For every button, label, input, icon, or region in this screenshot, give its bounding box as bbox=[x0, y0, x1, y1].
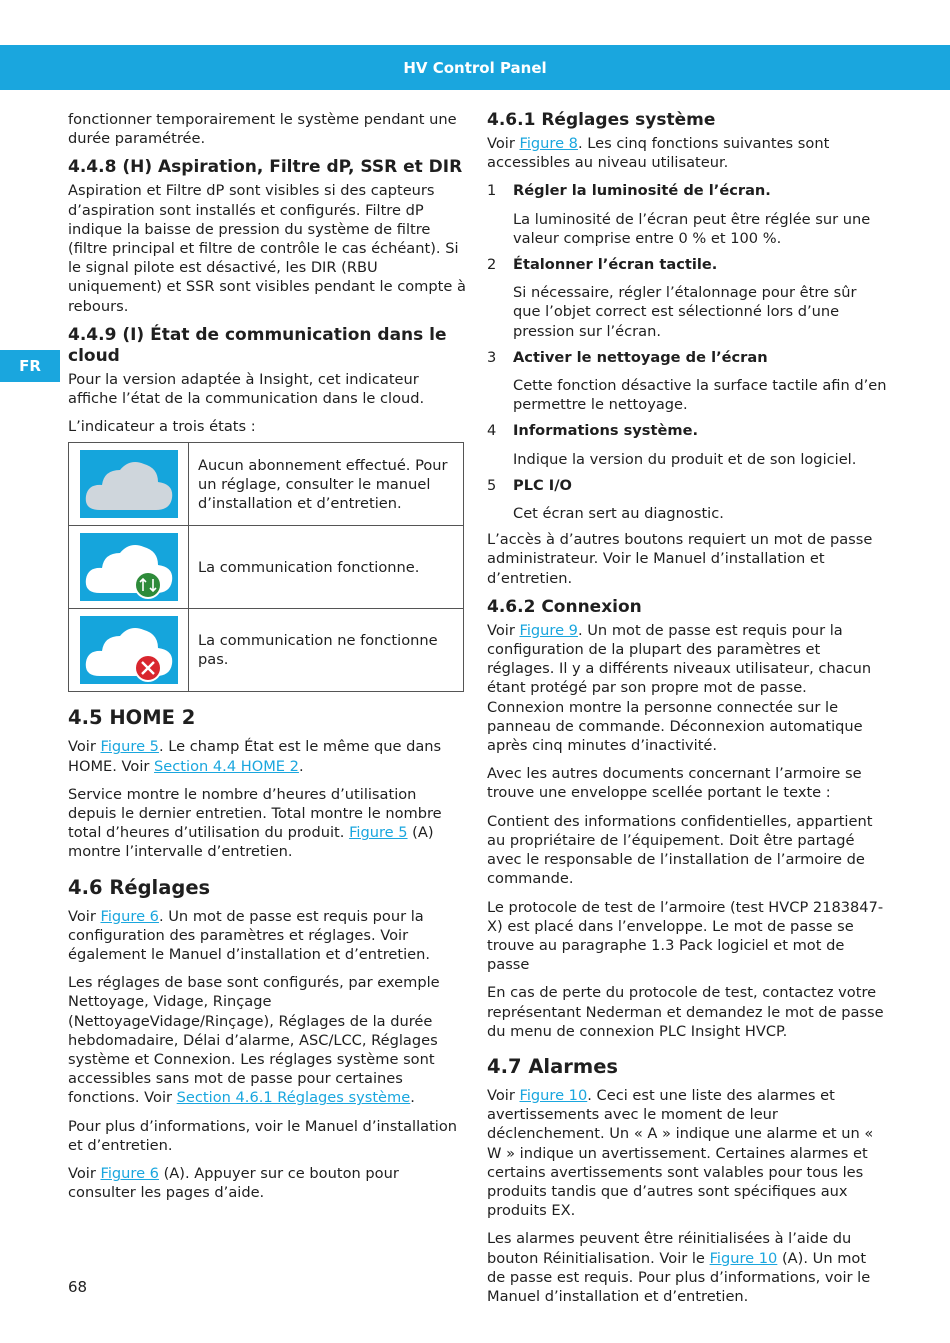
paragraph-4-6-2-2: Avec les autres documents concernant l’armoire se trouve une enveloppe scellée portant le texte : bbox=[487, 765, 862, 802]
left-column bbox=[68, 110, 466, 1212]
icon-cell bbox=[69, 443, 189, 526]
text: . Les cinq fonctions suivantes sont accessibles au niveau utilisateur. bbox=[487, 135, 830, 172]
paragraph-4-6-2-3: Contient des informations confidentielles, appartient au propriétaire de l’équipement. Doit être partagé avec le responsable de l’installation de l’armoire de commande. bbox=[487, 812, 873, 888]
list-item bbox=[487, 181, 887, 248]
paragraph-4-7-2 bbox=[487, 1229, 887, 1306]
paragraph-4-6-4 bbox=[68, 1164, 466, 1202]
paragraph-4-6-2-4: Le protocole de test de l’armoire (test HVCP 2183847-X) est placé dans l’enveloppe. Le mot de passe se trouve au paragraphe 1.3 Pack logiciel et mot de passe bbox=[487, 898, 884, 974]
link-figure-6[interactable]: Figure 6 bbox=[100, 907, 159, 925]
paragraph-4-6-2-1 bbox=[487, 621, 887, 755]
link-section-4-6-1[interactable]: Section 4.6.1 Réglages système bbox=[176, 1089, 411, 1107]
cloud-states-table bbox=[68, 442, 464, 692]
text: Les alarmes peuvent être réinitialisées à l’aide du bouton Réinitialisation. Voir le bbox=[487, 1230, 852, 1267]
icon-cell bbox=[69, 609, 189, 692]
text: (A) montre l’intervalle d’entretien. bbox=[68, 824, 434, 861]
item-description: Cette fonction désactive la surface tactile afin d’en permettre le nettoyage. bbox=[513, 377, 887, 414]
link-figure-6[interactable]: Figure 6 bbox=[100, 1165, 159, 1183]
cloud-icon bbox=[80, 450, 178, 518]
item-title: Informations système. bbox=[513, 422, 699, 440]
heading-4-5: 4.5 HOME 2 bbox=[68, 706, 196, 730]
text: (A). Un mot de passe est requis. Pour plus d’informations, voir le Manuel d’installation et d’entretien. bbox=[487, 1249, 871, 1305]
intro-paragraph: fonctionner temporairement le système pendant une durée paramétrée. bbox=[68, 111, 457, 148]
text: Voir bbox=[487, 621, 520, 639]
text: (A). Appuyer sur ce bouton pour consulter les pages d’aide. bbox=[68, 1165, 399, 1202]
list-item bbox=[487, 255, 887, 341]
link-figure-5[interactable]: Figure 5 bbox=[349, 824, 408, 842]
text: Voir bbox=[68, 907, 101, 925]
paragraph-4-6-1-intro bbox=[487, 134, 887, 172]
link-figure-9[interactable]: Figure 9 bbox=[519, 621, 578, 639]
paragraph-4-6-2 bbox=[68, 973, 466, 1107]
heading-4-6: 4.6 Réglages bbox=[68, 875, 211, 899]
item-number: 1 bbox=[487, 182, 497, 200]
text: Les réglages de base sont configurés, par exemple Nettoyage, Vidage, Rinçage (NettoyageVidage/Rinçage), Réglages de la durée hebdomadaire, Délai d’alarme, ASC/LCC, Réglages système et Connexion. Les réglages système sont accessibles sans mot de passe pour certaines fonctions. Voir bbox=[68, 974, 440, 1107]
states-intro: L’indicateur a trois états : bbox=[68, 418, 256, 436]
item-title: Régler la luminosité de l’écran. bbox=[513, 182, 771, 200]
language-tab: FR bbox=[0, 350, 60, 382]
item-title: PLC I/O bbox=[513, 476, 572, 494]
paragraph-4-5-1 bbox=[68, 737, 466, 775]
text: Voir bbox=[487, 1086, 520, 1104]
link-figure-5[interactable]: Figure 5 bbox=[100, 738, 159, 756]
item-number: 5 bbox=[487, 476, 497, 494]
cloud-error-icon bbox=[80, 616, 178, 684]
document-title: HV Control Panel bbox=[403, 58, 547, 77]
paragraph-4-6-3: Pour plus d’informations, voir le Manuel d’installation et d’entretien. bbox=[68, 1117, 458, 1154]
paragraph-4-4-9: Pour la version adaptée à Insight, cet indicateur affiche l’état de la communication dans le cloud. bbox=[68, 370, 425, 408]
state-text: Aucun abonnement effectué. Pour un réglage, consulter le manuel d’installation et d’entretien. bbox=[189, 443, 464, 526]
paragraph-4-6-1-outro: L’accès à d’autres boutons requiert un mot de passe administrateur. Voir le Manuel d’installation et d’entretien. bbox=[487, 531, 873, 587]
state-text: La communication fonctionne. bbox=[189, 526, 464, 609]
item-number: 2 bbox=[487, 256, 497, 274]
text: . bbox=[298, 757, 304, 775]
item-title: Étalonner l’écran tactile. bbox=[513, 256, 718, 274]
item-title: Activer le nettoyage de l’écran bbox=[513, 348, 768, 366]
paragraph-4-6-1 bbox=[68, 907, 466, 965]
list-item bbox=[487, 476, 887, 523]
list-item bbox=[487, 348, 887, 415]
item-description: Cet écran sert au diagnostic. bbox=[513, 505, 724, 523]
heading-4-6-2: 4.6.2 Connexion bbox=[487, 596, 642, 617]
text: Voir bbox=[68, 1165, 101, 1183]
paragraph-4-6-2-5: En cas de perte du protocole de test, contactez votre représentant Nederman et demandez le mot de passe du menu de connexion PLC Insight HVCP. bbox=[487, 984, 884, 1040]
right-column bbox=[487, 110, 887, 1315]
item-number: 3 bbox=[487, 348, 497, 366]
paragraph-4-5-2 bbox=[68, 785, 466, 862]
heading-4-7: 4.7 Alarmes bbox=[487, 1054, 619, 1078]
paragraph-4-4-8: Aspiration et Filtre dP sont visibles si des capteurs d’aspiration sont installés et configurés. Filtre dP indique la baisse de pression du système de filtre (filtre principal et filtre de contrôle le cas échéant). Si le signal pilote est désactivé, les DIR (RBU uniquement) et SSR sont visibles pendant le compte à rebours. bbox=[68, 182, 466, 315]
text: Voir bbox=[487, 135, 520, 152]
heading-4-6-1: 4.6.1 Réglages système bbox=[487, 110, 716, 130]
link-figure-10[interactable]: Figure 10 bbox=[709, 1249, 778, 1267]
link-figure-10[interactable]: Figure 10 bbox=[519, 1086, 588, 1104]
text: Voir bbox=[68, 738, 101, 756]
icon-cell bbox=[69, 526, 189, 609]
heading-4-4-8: 4.4.8 (H) Aspiration, Filtre dP, SSR et DIR bbox=[68, 157, 463, 178]
text: Service montre le nombre d’heures d’utilisation depuis le dernier entretien. Total montre le nombre total d’heures d’utilisation du produit. bbox=[68, 785, 442, 842]
paragraph-4-7-1 bbox=[487, 1086, 887, 1220]
table-row bbox=[69, 443, 464, 526]
header-bar bbox=[0, 45, 950, 90]
text: . bbox=[410, 1089, 415, 1107]
text: . Ceci est une liste des alarmes et avertissements avec le moment de leur déclenchement. Un « A » indique une alarme et un « W » indique un avertissement. Certaines alarmes et certains avertissements sont valables pour tous les produits tandis que d’autres sont spécifiques aux produits EX. bbox=[487, 1086, 874, 1220]
link-section-4-4[interactable]: Section 4.4 HOME 2 bbox=[154, 757, 299, 775]
text: . Un mot de passe est requis pour la configuration des paramètres et réglages. Voir également le Manuel d’installation et d’entretien. bbox=[68, 907, 431, 964]
text: . Le champ État est le même que dans HOME. Voir bbox=[68, 738, 442, 775]
table-row bbox=[69, 609, 464, 692]
list-item bbox=[487, 421, 887, 468]
cloud-connected-icon bbox=[80, 533, 178, 601]
text: . Un mot de passe est requis pour la configuration de la plupart des paramètres et réglages. Il y a différents niveaux utilisateur, chacun étant protégé par son propre mot de passe. Connexion montre la personne connectée sur le panneau de commande. Déconnexion automatique après cinq minutes d’inactivité. bbox=[487, 621, 872, 755]
link-figure-8[interactable]: Figure 8 bbox=[519, 135, 578, 152]
item-description: Indique la version du produit et de son logiciel. bbox=[513, 450, 857, 468]
item-number: 4 bbox=[487, 422, 497, 440]
item-description: La luminosité de l’écran peut être réglée sur une valeur comprise entre 0 % et 100 %. bbox=[513, 210, 871, 247]
page-number: 68 bbox=[68, 1278, 88, 1296]
table-row bbox=[69, 526, 464, 609]
function-list bbox=[487, 181, 887, 523]
item-description: Si nécessaire, régler l’étalonnage pour être sûr que l’objet correct est sélectionné lors d’une pression sur l’écran. bbox=[513, 284, 857, 340]
state-text: La communication ne fonctionne pas. bbox=[189, 609, 464, 692]
heading-4-4-9: 4.4.9 (I) État de communication dans le cloud bbox=[68, 324, 447, 366]
